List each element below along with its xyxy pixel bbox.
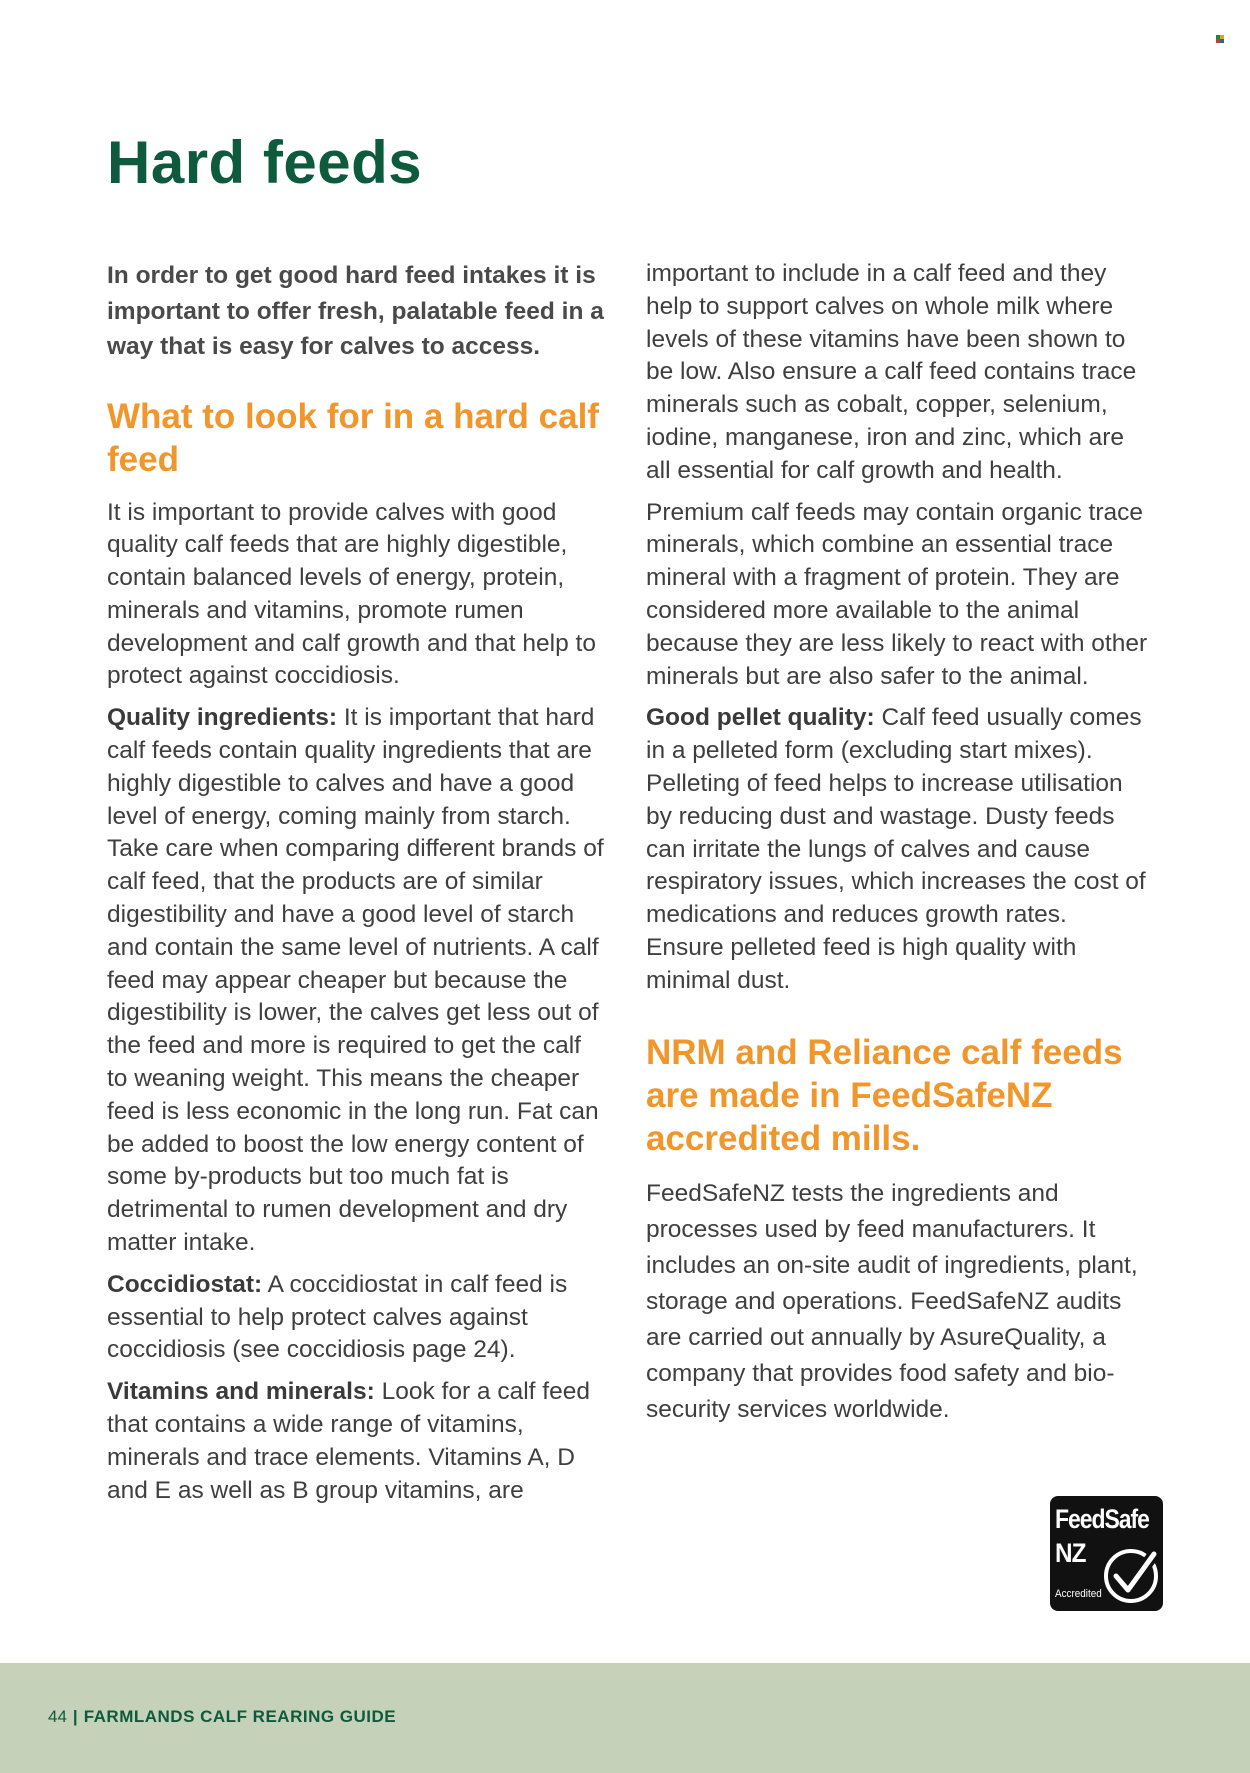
pellet-quality-label: Good pellet quality:	[646, 704, 875, 732]
logo-line-nz: NZ	[1055, 1538, 1086, 1568]
footer-text	[48, 1707, 396, 1727]
page-title: Hard feeds	[107, 129, 423, 196]
feedsafe-nz-logo	[1050, 1496, 1163, 1611]
quality-ingredients-label: Quality ingredients:	[107, 704, 338, 732]
coccidiostat-label: Coccidiostat:	[107, 1270, 263, 1298]
quality-ingredients-paragraph	[107, 702, 607, 1260]
footer-separator: |	[72, 1707, 78, 1726]
left-column	[107, 258, 607, 1516]
pellet-quality-paragraph	[646, 702, 1151, 997]
feedsafe-paragraph: FeedSafeNZ tests the ingredients and processes used by feed manufacturers. It includes an on-site audit of ingredients, plant, storage and operations. FeedSafeNZ audits are carried out annually by AsureQuality, a company that provides food safety and bio-security services worldwide.	[646, 1179, 1138, 1423]
vitamins-label: Vitamins and minerals:	[107, 1378, 375, 1406]
coccidiostat-paragraph	[107, 1269, 607, 1367]
corner-color-mark	[1216, 35, 1225, 44]
vitamins-paragraph	[107, 1376, 607, 1507]
section-heading-feedsafe: NRM and Reliance calf feeds are made in FeedSafeNZ accredited mills.	[646, 1032, 1123, 1158]
vitamins-text: Look for a calf feed that contains a wide range of vitamins, minerals and trace elements. Vitamins A, D and E as well as B group vitamins, are	[107, 1378, 590, 1504]
pellet-quality-text: Calf feed usually comes in a pelleted form (excluding start mixes). Pelleting of feed helps to increase utilisation by reducing dust and wastage. Dusty feeds can irritate the lungs of calves and cause respiratory issues, which increases the cost of medications and reduces growth rates. Ensure pelleted feed is high quality with minimal dust.	[646, 704, 1146, 994]
guide-title: FARMLANDS CALF REARING GUIDE	[83, 1707, 397, 1726]
page-footer	[0, 1663, 1250, 1773]
right-column	[646, 258, 1151, 1428]
premium-feeds-paragraph: Premium calf feeds may contain organic trace minerals, which combine an essential trace mineral with a fragment of protein. They are considered more available to the animal because they are less likely to react with other minerals but are also safer to the animal.	[646, 498, 1148, 690]
page-number: 44	[48, 1707, 67, 1726]
logo-line-feedsafe: FeedSafe	[1055, 1504, 1149, 1534]
vitamins-continued-paragraph: important to include in a calf feed and they help to support calves on whole milk where levels of these vitamins have been shown to be low. Also ensure a calf feed contains trace minerals such as cobalt, copper, selenium, iodine, manganese, iron and zinc, which are all essential for calf growth and health.	[646, 260, 1137, 484]
coccidiostat-text: A coccidiostat in calf feed is essential to help protect calves against coccidiosis (see coccidiosis page 24).	[107, 1270, 568, 1364]
checkmark-icon	[1102, 1546, 1160, 1606]
logo-line-accredited: Accredited	[1055, 1588, 1102, 1600]
quality-ingredients-text: It is important that hard calf feeds contain quality ingredients that are highly digestible to calves and have a good level of energy, coming mainly from starch. Take care when comparing different brands of calf feed, that the products are of similar digestibility and have a good level of starch and contain the same level of nutrients. A calf feed may appear cheaper but because the digestibility is lower, the calves get less out of the feed and more is required to get the calf to weaning weight. This means the cheaper feed is less economic in the long run. Fat can be added to boost the low energy content of some by-products but too much fat is detrimental to rumen development and dry matter intake.	[107, 704, 604, 1257]
intro-paragraph: It is important to provide calves with good quality calf feeds that are highly digestible, contain balanced levels of energy, protein, minerals and vitamins, promote rumen development and calf growth and that help to protect against coccidiosis.	[107, 498, 596, 690]
lead-paragraph: In order to get good hard feed intakes it is important to offer fresh, palatable feed in a way that is easy for calves to access.	[107, 262, 604, 360]
section-heading-hard-calf-feed: What to look for in a hard calf feed	[107, 396, 599, 479]
